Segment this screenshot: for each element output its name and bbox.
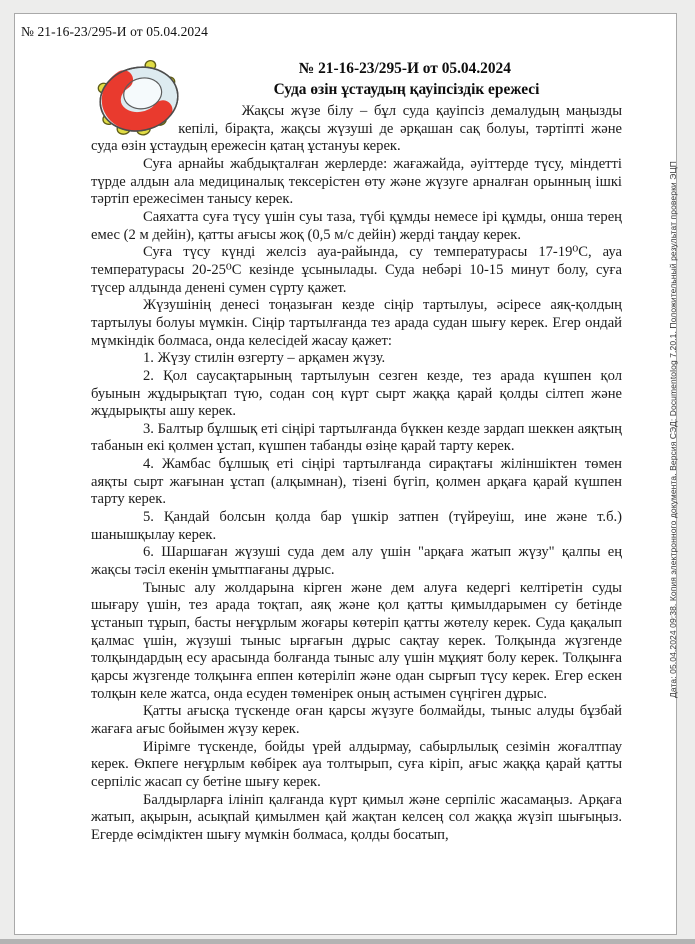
header-reference: № 21-16-23/295-И от 05.04.2024 — [21, 24, 208, 39]
paragraph: 2. Қол саусақтарының тартылуын сезген кезде, тез арада күшпен қол буынын жұдырықтап түю, содан соң күрт сырт жаққа қарай қолды сілтеп және жұдырықты ашу керек. — [91, 367, 622, 420]
document-number: № 21-16-23/295-И от 05.04.2024 — [298, 60, 511, 77]
paragraph: Суға түсу күнді желсіз ауа-райында, су температурасы 17-19⁰С, ауа температурасы 20-25⁰С кезінде ұсынылады. Суда небәрі 10-15 минут болу, суға түсер алдында денені сумен сүрту қажет. — [91, 244, 622, 296]
paragraph: Қатты ағысқа түскенде оған қарсы жүзуге болмайды, тыныс алуды бұзбай жағаға ағыс бойымен жүзу керек. — [91, 703, 622, 737]
lifebuoy-logo — [97, 59, 185, 137]
paragraph: 1. Жүзу стилін өзгерту – арқамен жүзу. — [143, 350, 386, 367]
paragraph: 3. Балтыр бұлшық еті сіңірі тартылғанда бүккен кезде зардап шеккен аяқтың табанын екі қолмен ұстап, күшпен табанды өзіңе қарай тарту керек. — [91, 420, 622, 455]
paragraph: 5. Қандай болсын қолда бар үшкір затпен (түйреуіш, ине және т.б.) шанышқылау керек. — [91, 509, 622, 543]
document-content — [91, 57, 622, 845]
bottom-bar — [0, 939, 695, 944]
paragraph: Балдырларға ілініп қалғанда күрт қимыл және серпіліс жасамаңыз. Арқаға жатып, ақырын, асықпай қимылмен қай жақтан келсең сол жаққа жүзіп шығыңыз. Егерде өсімдіктен шығу мүмкін болмаса, қолды босатып, — [91, 791, 622, 843]
lifebuoy-icon — [97, 59, 181, 141]
paragraph: Саяхатта суға түсу үшін суы таза, түбі құмды немесе ірі құмды, онша терең емес (2 м дейін), қатты ағысы жоқ (0,5 м/с дейін) жерді таңдау керек. — [91, 208, 622, 243]
paragraph: Суға арнайы жабдықталған жерлерде: жағажайда, әуіттерде түсу, міндетті түрде алдын ала медициналық тексерістен өту және жүзуге арналған орынның ішкі тәртіп ережесімен танысу керек. — [91, 155, 622, 208]
paragraph: Иірімге түскенде, бойды үрей алдырмау, сабырлылық сезімін жоғалтпау керек. Өкпеге неғұрлым көбірек ауа толтырып, суға кіріп, ағыс жаққа қарай қатты серпіліс жасап су бетіне шығу керек. — [91, 738, 622, 790]
document-title: Суда өзін ұстаудың қауіпсіздік ережесі — [273, 80, 540, 98]
paragraph: 4. Жамбас бұлшық еті сіңірі тартылғанда сирақтағы жіліншіктен төмен аяқты сырт жағынан ұстап (алқымнан), тізені бүгіп, қолмен арқаға қарай күшпен тарту керек. — [91, 456, 622, 508]
esign-stamp: Дата: 05.04.2024 09:38. Копия электронного документа. Версия СЭД: Documentolog 7.20.1. Положительный результат проверки ЭЦП — [668, 160, 678, 698]
paragraph: Жақсы жүзе білу – бұл суда қауіпсіз демалудың маңызды кепілі, бірақта, жақсы жүзуші де әрқашан сақ болуы, тәртіпті және суда өзін ұстаудың ережесін қатаң ұстануы керек. — [91, 103, 622, 155]
document-body — [91, 103, 622, 845]
paragraph: Тыныс алу жолдарына кірген және дем алуға кедергі келтіретін суды шығару үшін, тез арада тоқтап, аяқ және қол қатты қимылдарымен су бетінде ұстанып тұрып, басты неғұрлым жоғары көтеріп қатты жөтелу керек. Суда қақалып қалмас үшін, жүзуші тыныс ырғағын дұрыс сақтау керек. Толқында жүзгенде толқындардың есу арасында болғанда тыныс алу үшін мұқият болу керек. Толқынға қарсы жүзгенде толқынға еппен көтеріліп және одан сырғып түсу керек. Егер ескен толқын келе жатса, онда есуден төменірек оның астымен сүңгіген дұрыс. — [91, 579, 622, 702]
document-page — [14, 13, 677, 935]
paragraph: Жүзушінің денесі тоңазыған кезде сіңір тартылуы, әсіресе аяқ-қолдың тартылуы болуы мүмкін. Сіңір тартылғанда тез арада судан шығу керек. Егер ондай мүмкіндік болмаса, онда келесідей жасау қажет: — [91, 297, 622, 349]
paragraph: 6. Шаршаған жүзуші суда дем алу үшін "арқаға жатып жүзу" қалпы ең жақсы тәсіл екенін ұмытпағаны дұрыс. — [91, 544, 622, 579]
